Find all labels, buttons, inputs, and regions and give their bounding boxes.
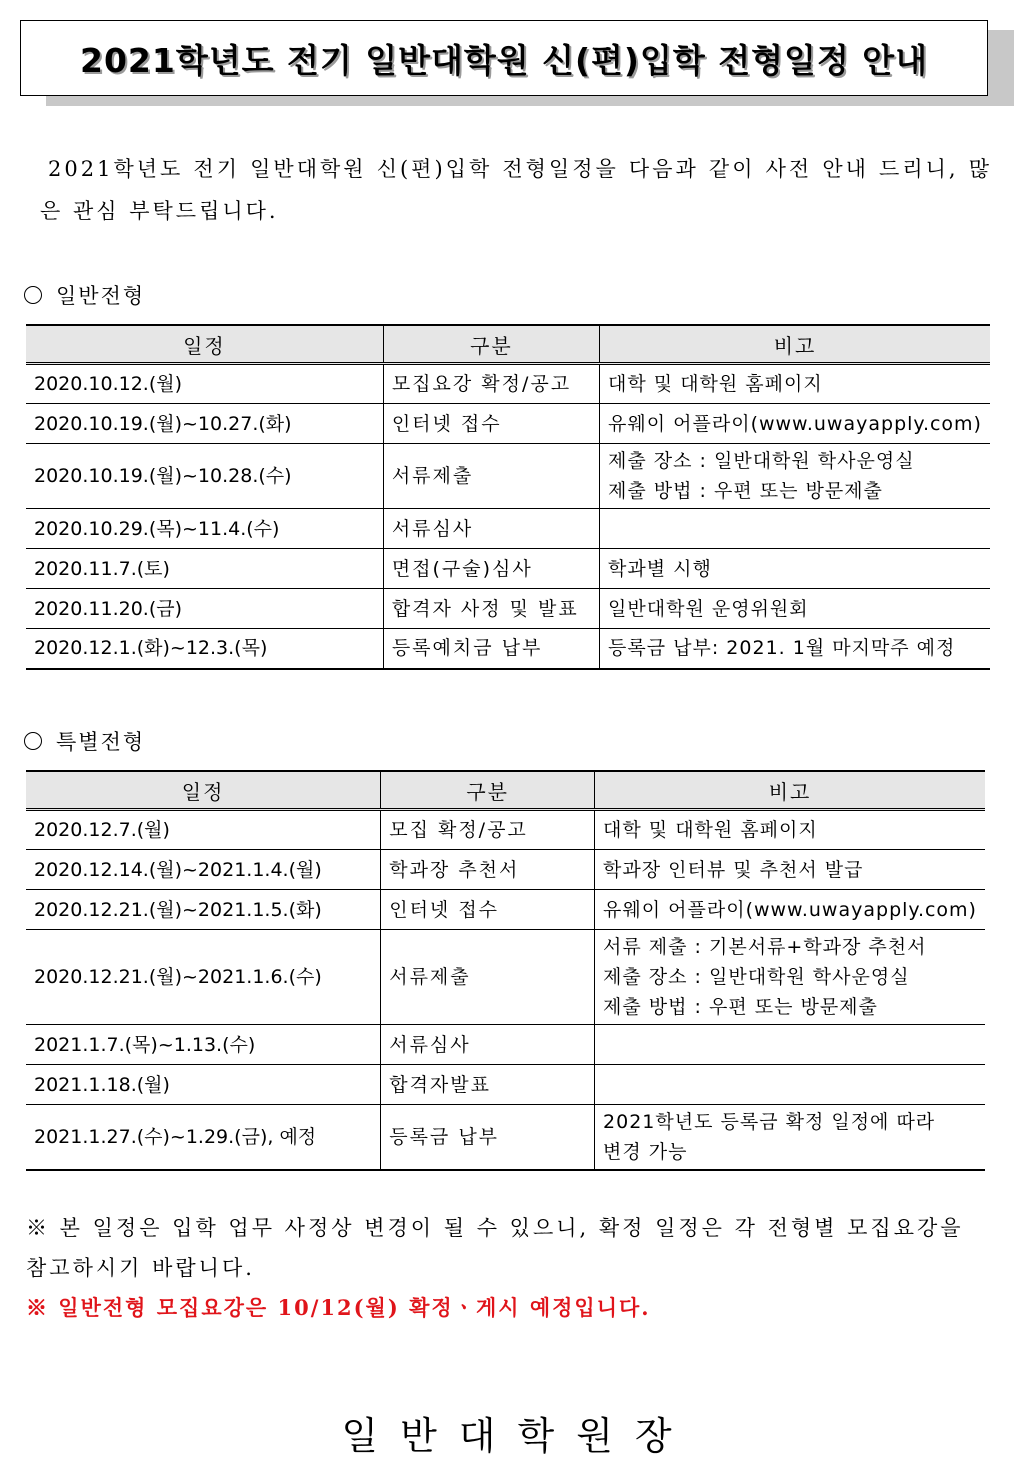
table-header-row [26,771,985,810]
title-banner [20,20,988,96]
note-line: 대학 및 대학원 홈페이지 [603,819,818,841]
cell-date: 2020.10.19.(월)~10.27.(화) [26,404,383,444]
table-row [26,509,990,549]
cell-note [600,629,990,669]
special-schedule-table [26,770,985,1171]
note-line: 2021학년도 등록금 확정 일정에 따라 [603,1111,936,1133]
footnote-guide-notice: ※ 일반전형 모집요강은 10/12(월) 확정ㆍ게시 예정입니다. [26,1295,651,1320]
note-line: 유웨이 어플라이(www.uwayapply.com) [603,898,977,921]
note-line: 제출 장소 : 일반대학원 학사운영실 [603,966,910,988]
note-line: 일반대학원 운영위원회 [608,597,809,620]
cell-note [600,364,990,404]
column-header-type: 구분 [381,771,595,810]
cell-type: 학과장 추천서 [381,850,595,890]
cell-date: 2020.10.19.(월)~10.28.(수) [26,444,383,509]
note-line: 유웨이 어플라이(www.uwayapply.com) [608,412,982,435]
note-line: 제출 방법 : 우편 또는 방문제출 [608,480,883,502]
cell-type: 등록금 납부 [381,1105,595,1171]
signature: 일반대학원장 [341,1414,694,1458]
cell-date: 2020.12.7.(월) [26,810,381,850]
cell-note [595,890,985,930]
cell-date: 2020.12.1.(화)~12.3.(목) [26,629,383,669]
table-row [26,589,990,629]
cell-note [600,549,990,589]
table-row [26,1105,985,1171]
general-schedule-table [26,324,990,670]
footnote-schedule-change: ※ 본 일정은 입학 업무 사정상 변경이 될 수 있으니, 확정 일정은 각 전형별 모집요강을 참고하시기 바랍니다. [26,1216,964,1280]
table-row [26,850,985,890]
cell-date: 2020.12.21.(월)~2021.1.6.(수) [26,930,381,1025]
column-header-date: 일정 [26,325,383,364]
note-line: 제출 장소 : 일반대학원 학사운영실 [608,450,915,472]
intro-paragraph: 2021학년도 전기 일반대학원 신(편)입학 전형일정을 다음과 같이 사전 안내 드리니, 많은 관심 부탁드립니다. [40,157,992,223]
table-row [26,930,985,1025]
cell-type: 서류제출 [381,930,595,1025]
cell-type: 합격자발표 [381,1065,595,1105]
cell-date: 2020.11.20.(금) [26,589,383,629]
table-row [26,1065,985,1105]
cell-date: 2020.11.7.(토) [26,549,383,589]
note-line: 대학 및 대학원 홈페이지 [608,373,823,395]
note-line: 등록금 납부: 2021. 1월 마지막주 예정 [608,637,956,660]
cell-date: 2020.12.21.(월)~2021.1.5.(화) [26,890,381,930]
table-row [26,810,985,850]
cell-type: 모집 확정/공고 [381,810,595,850]
note-line: 제출 방법 : 우편 또는 방문제출 [603,996,878,1018]
cell-type: 면접(구술)심사 [383,549,599,589]
cell-note [595,810,985,850]
cell-note [600,589,990,629]
cell-type: 모집요강 확정/공고 [383,364,599,404]
cell-type: 서류심사 [383,509,599,549]
cell-type: 합격자 사정 및 발표 [383,589,599,629]
cell-date: 2020.10.29.(목)~11.4.(수) [26,509,383,549]
section-general-label: 일반전형 [56,284,146,308]
cell-type: 서류제출 [383,444,599,509]
cell-note [595,850,985,890]
table-row [26,444,990,509]
circle-icon [24,286,42,304]
cell-note [595,930,985,1025]
page-title: 2021학년도 전기 일반대학원 신(편)입학 전형일정 안내 [20,20,988,96]
cell-note [595,1105,985,1171]
cell-note [600,509,990,549]
cell-date: 2021.1.18.(월) [26,1065,381,1105]
note-line: 서류 제출 : 기본서류+학과장 추천서 [603,936,927,958]
cell-note [595,1025,985,1065]
cell-date: 2021.1.7.(목)~1.13.(수) [26,1025,381,1065]
cell-type: 등록예치금 납부 [383,629,599,669]
section-special-heading [24,726,145,756]
cell-note [600,404,990,444]
column-header-date: 일정 [26,771,381,810]
cell-note [600,444,990,509]
column-header-type: 구분 [383,325,599,364]
column-header-note: 비고 [600,325,990,364]
note-line: 학과장 인터뷰 및 추천서 발급 [603,858,864,881]
table-row [26,549,990,589]
table-row [26,364,990,404]
table-row [26,404,990,444]
cell-type: 서류심사 [381,1025,595,1065]
table-row [26,629,990,669]
table-header-row [26,325,990,364]
cell-note [595,1065,985,1105]
note-line: 학과별 시행 [608,557,712,580]
cell-date: 2021.1.27.(수)~1.29.(금), 예정 [26,1105,381,1171]
cell-date: 2020.12.14.(월)~2021.1.4.(월) [26,850,381,890]
table-row [26,890,985,930]
circle-icon [24,732,42,750]
cell-date: 2020.10.12.(월) [26,364,383,404]
cell-type: 인터넷 접수 [383,404,599,444]
cell-type: 인터넷 접수 [381,890,595,930]
table-row [26,1025,985,1065]
column-header-note: 비고 [595,771,985,810]
section-special-label: 특별전형 [56,730,146,754]
section-general-heading [24,280,145,310]
note-line: 변경 가능 [603,1141,688,1163]
